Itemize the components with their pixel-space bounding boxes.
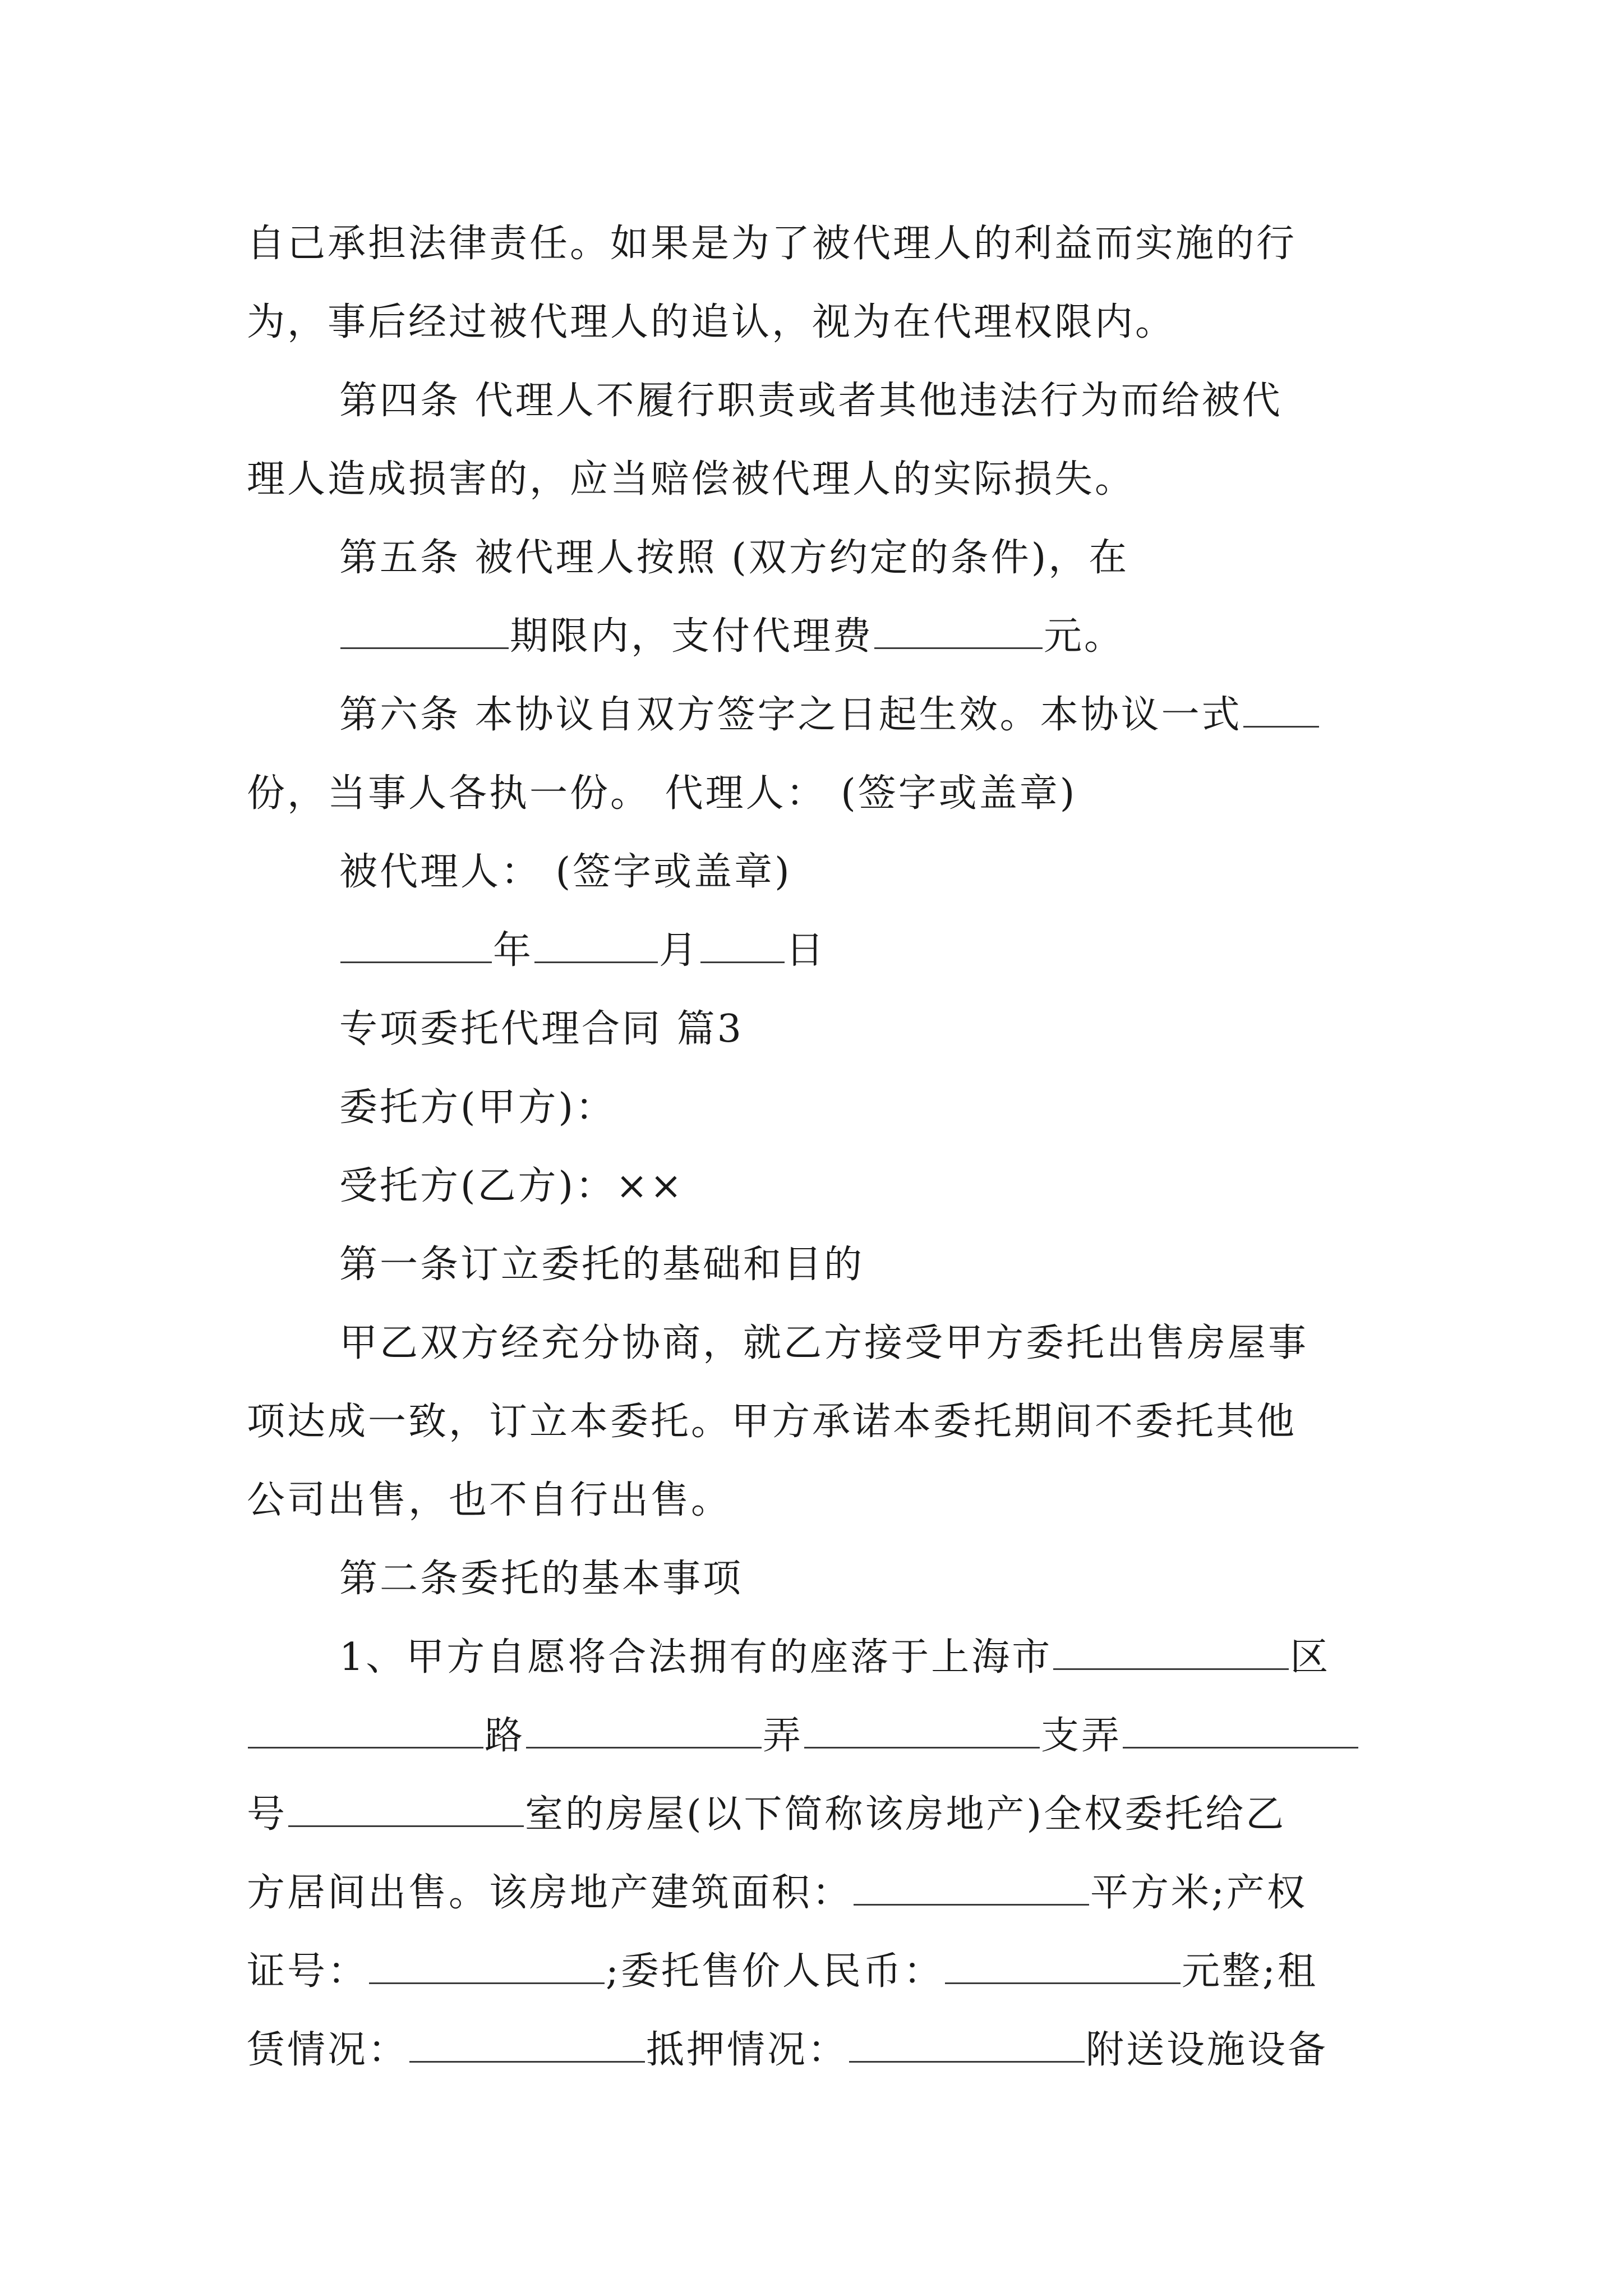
text-segment: 赁情况： <box>247 2028 409 2072</box>
area-blank <box>854 1871 1089 1906</box>
day-label: 日 <box>786 928 827 973</box>
principal-signature-line <box>339 833 1380 912</box>
text-segment: 1、甲方自愿将合法拥有的座落于上海市 <box>339 1635 1053 1680</box>
certificate-number-blank <box>369 1950 605 1984</box>
text-segment: 室的房屋(以下简称该房地产)全权委托给乙 <box>525 1792 1287 1837</box>
text-segment: 弄 <box>763 1714 804 1758</box>
text-segment: 第二条委托的基本事项 <box>339 1557 744 1601</box>
party-a-line <box>339 1069 1380 1147</box>
article-1-heading <box>339 1226 1380 1304</box>
text-line <box>247 754 1380 833</box>
text-line <box>247 440 1380 519</box>
text-segment: 方居间出售。该房地产建筑面积： <box>247 1871 853 1915</box>
text-segment: 公司出售，也不自行出售。 <box>247 1478 732 1522</box>
text-segment: 支弄 <box>1041 1714 1122 1758</box>
text-segment: 第一条订立委托的基础和目的 <box>339 1243 865 1287</box>
text-line <box>339 1304 1380 1383</box>
mortgage-status-blank <box>849 2028 1085 2063</box>
text-line <box>247 283 1380 362</box>
text-segment: 理人造成损害的，应当赔偿被代理人的实际损失。 <box>247 457 1136 501</box>
article-6-heading <box>339 676 1380 754</box>
text-segment: 期限内，支付代理费 <box>510 614 874 659</box>
text-segment: 证号： <box>247 1949 368 1994</box>
text-segment: 第六条 本协议自双方签字之日起生效。本协议一式 <box>339 693 1242 737</box>
text-segment: 附送设施设备 <box>1086 2028 1329 2072</box>
text-segment: ;委托售价人民币： <box>606 1949 944 1994</box>
text-segment: 被代理人： (签字或盖章) <box>339 850 792 894</box>
article-2-heading <box>339 1540 1380 1618</box>
text-segment: 项达成一致，订立本委托。甲方承诺本委托期间不委托其他 <box>247 1400 1297 1444</box>
text-segment: 甲乙双方经充分协商，就乙方接受甲方委托出售房屋事 <box>339 1321 1309 1365</box>
text-segment: 委托方(甲方)： <box>339 1085 616 1130</box>
party-b-line <box>339 1147 1380 1226</box>
text-segment: 路 <box>485 1714 525 1758</box>
text-line <box>247 1854 1380 1932</box>
text-line <box>247 1697 1380 1775</box>
text-segment: 份，当事人各执一份。 代理人： (签字或盖章) <box>247 771 1077 816</box>
month-label: 月 <box>659 928 700 973</box>
lease-status-blank <box>409 2028 645 2063</box>
text-segment: 受托方(乙方)：×× <box>339 1164 685 1208</box>
text-line <box>247 205 1380 283</box>
text-line <box>339 1618 1380 1697</box>
text-line <box>247 1461 1380 1540</box>
number-blank <box>1123 1714 1358 1749</box>
text-segment: 平方米;产权 <box>1090 1871 1307 1915</box>
month-blank <box>534 929 658 963</box>
text-line <box>247 1932 1380 2011</box>
day-blank <box>700 929 785 963</box>
text-line <box>247 2011 1380 2090</box>
text-segment: 元整;租 <box>1181 1949 1318 1994</box>
fill-in-blank <box>1243 693 1319 728</box>
text-segment: 专项委托代理合同 篇3 <box>339 1007 744 1051</box>
text-line <box>247 1775 1380 1854</box>
lane-blank <box>526 1714 762 1749</box>
contract-title <box>339 990 1380 1069</box>
text-segment: 第四条 代理人不履行职责或者其他违法行为而给被代 <box>339 379 1283 423</box>
article-4-heading <box>339 362 1380 440</box>
article-5-heading <box>339 519 1380 597</box>
date-line <box>339 912 1380 990</box>
text-segment: 区 <box>1290 1635 1331 1680</box>
sub-lane-blank <box>804 1714 1040 1749</box>
text-segment: 第五条 被代理人按照 (双方约定的条件)，在 <box>339 536 1129 580</box>
price-blank <box>945 1950 1181 1984</box>
fill-in-blank <box>874 615 1043 649</box>
text-segment: 元。 <box>1044 614 1125 659</box>
text-line <box>339 597 1380 676</box>
text-line <box>247 1383 1380 1461</box>
fill-in-blank <box>340 615 509 649</box>
text-segment: 为，事后经过被代理人的追认，视为在代理权限内。 <box>247 300 1176 344</box>
text-segment: 号 <box>247 1792 288 1837</box>
year-label: 年 <box>493 928 534 973</box>
text-segment: 自己承担法律责任。如果是为了被代理人的利益而实施的行 <box>247 222 1297 266</box>
room-blank <box>288 1793 524 1827</box>
year-blank <box>340 929 492 963</box>
road-blank <box>248 1714 483 1749</box>
district-blank <box>1053 1636 1289 1670</box>
text-segment: 抵押情况： <box>646 2028 849 2072</box>
